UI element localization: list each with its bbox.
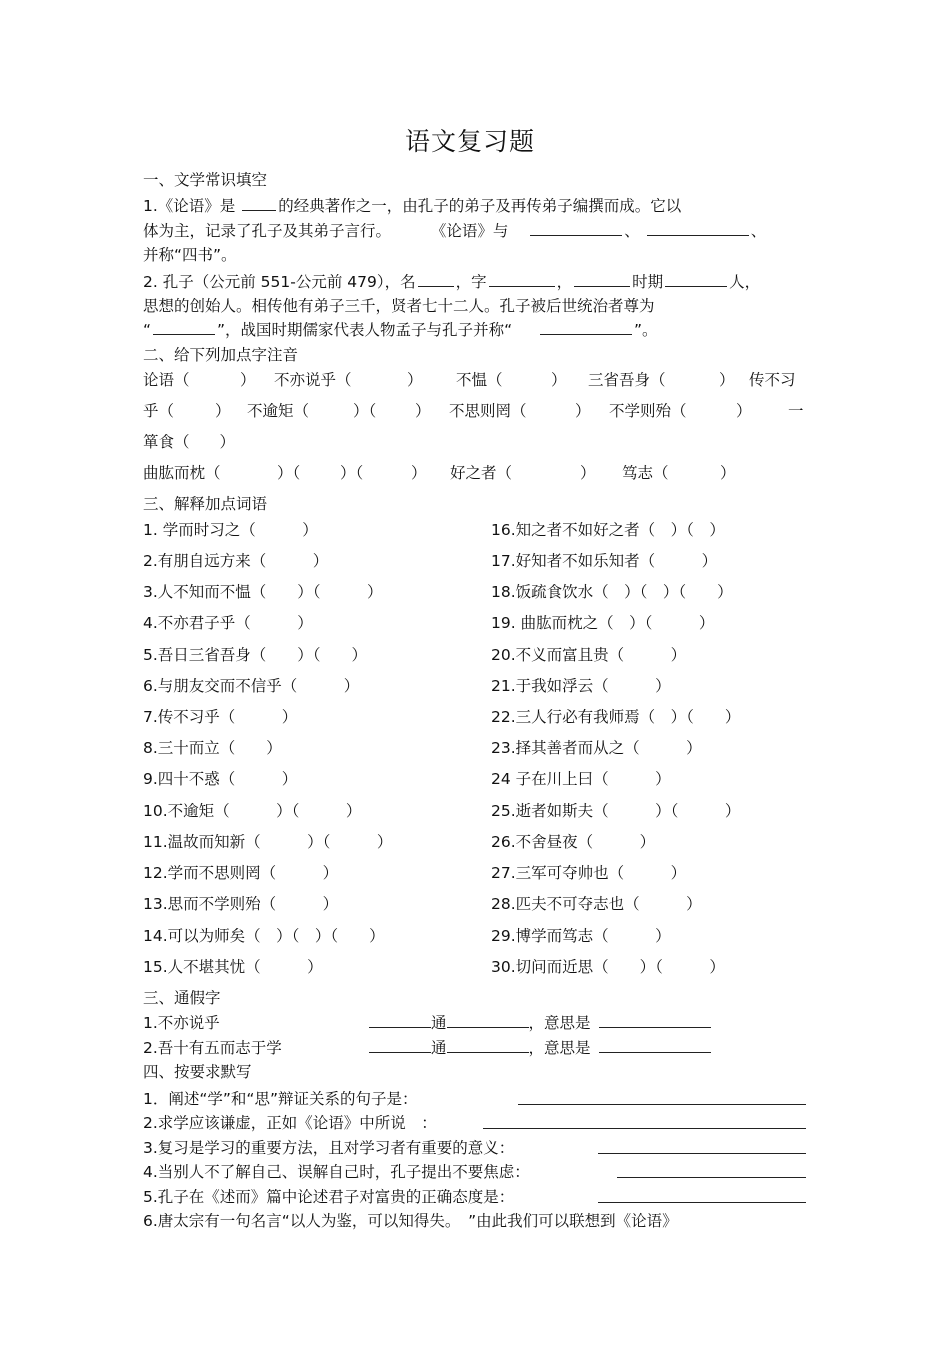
explain-item: 17.好知者不如乐知者（ ） <box>491 552 718 570</box>
blank[interactable] <box>530 221 622 236</box>
blank[interactable] <box>447 1038 529 1053</box>
q2-line1: 2. 孔子（公元前 551-公元前 479），名 ，字 ， 时期 人， <box>143 273 761 291</box>
recite-item: 4.当别人不了解自己、误解自己时，孔子提出不要焦虑： <box>143 1163 530 1181</box>
explain-item: 21.于我如浮云（ ） <box>491 677 671 695</box>
explain-item: 26.不舍昼夜（ ） <box>491 833 656 851</box>
blank[interactable] <box>369 1013 431 1028</box>
page-title: 语文复习题 <box>404 127 535 156</box>
section-4-heading: 三、通假字 <box>143 989 221 1007</box>
q2-line2: 思想的创始人。相传他有弟子三千，贤者七十二人。孔子被后世统治者尊为 <box>143 297 655 315</box>
explain-item: 6.与朋友交而不信乎（ ） <box>143 677 360 695</box>
recite-item: 5.孔子在《述而》篇中论述君子对富贵的正确态度是： <box>143 1188 515 1206</box>
explain-item: 10.不逾矩（ ）（ ） <box>143 802 362 820</box>
explain-item: 30.切问而近思（ ）（ ） <box>491 958 725 976</box>
blank[interactable] <box>153 320 215 335</box>
recite-item: 3.复习是学习的重要方法，且对学习者有重要的意义： <box>143 1139 515 1157</box>
explain-item: 14.可以为师矣（ ）（ ）（ ） <box>143 927 385 945</box>
q1-line3: 并称“四书”。 <box>143 246 237 264</box>
blank[interactable] <box>599 1038 711 1053</box>
q1-line1: 1.《论语》是 的经典著作之一，由孔子的弟子及再传弟子编撰而成。它以 <box>143 197 682 215</box>
explain-item: 8.三十而立（ ） <box>143 739 282 757</box>
explain-item: 5.吾日三省吾身（ ）（ ） <box>143 646 368 664</box>
blank[interactable] <box>665 272 727 287</box>
explain-item: 15.人不堪其忧（ ） <box>143 958 323 976</box>
blank[interactable] <box>418 272 454 287</box>
blank[interactable] <box>369 1038 431 1053</box>
blank[interactable] <box>489 272 555 287</box>
recite-item: 2.求学应该谦虚，正如《论语》中所说 ： <box>143 1114 437 1132</box>
explain-item: 13.思而不学则殆（ ） <box>143 895 339 913</box>
explain-item: 25.逝者如斯夫（ ）（ ） <box>491 802 741 820</box>
explain-item: 20.不义而富且贵（ ） <box>491 646 687 664</box>
recite-item: 1．阐述“学”和“思”辩证关系的句子是： <box>143 1090 418 1108</box>
explain-item: 24 子在川上曰（ ） <box>491 770 671 788</box>
explain-item: 19. 曲肱而枕之（ ）（ ） <box>491 614 715 632</box>
explain-item: 18.饭疏食饮水（ ）（ ）（ ） <box>491 583 733 601</box>
section-5-heading: 四、按要求默写 <box>143 1063 252 1081</box>
explain-item: 3.人不知而不愠（ ）（ ） <box>143 583 383 601</box>
q1-line2: 体为主，记录了孔子及其弟子言行。 《论语》与 、 、 <box>143 222 767 240</box>
answer-line[interactable] <box>598 1153 806 1154</box>
blank[interactable] <box>447 1013 529 1028</box>
explain-item: 9.四十不惑（ ） <box>143 770 298 788</box>
section-3-heading: 三、解释加点词语 <box>143 495 268 513</box>
section-1-heading: 一、文学常识填空 <box>143 171 268 189</box>
explain-item: 23.择其善者而从之（ ） <box>491 739 702 757</box>
explain-item: 4.不亦君子乎（ ） <box>143 614 313 632</box>
explain-item: 27.三军可夺帅也（ ） <box>491 864 687 882</box>
explain-item: 11.温故而知新（ ）（ ） <box>143 833 393 851</box>
answer-line[interactable] <box>598 1202 806 1203</box>
answer-line[interactable] <box>617 1177 806 1178</box>
explain-item: 7.传不习乎（ ） <box>143 708 298 726</box>
explain-item: 12.学而不思则罔（ ） <box>143 864 339 882</box>
blank[interactable] <box>540 320 632 335</box>
recite-item: 6.唐太宗有一句名言“以人为鉴，可以知得失。 ”由此我们可以联想到《论语》 <box>143 1212 678 1230</box>
explain-item: 28.匹夫不可夺志也（ ） <box>491 895 702 913</box>
blank[interactable] <box>599 1013 711 1028</box>
explain-item: 2.有朋自远方来（ ） <box>143 552 329 570</box>
explain-item: 29.博学而笃志（ ） <box>491 927 671 945</box>
tongjia-item-1: 1.不亦说乎 通 ，意思是 <box>143 1013 711 1033</box>
tongjia-item-2: 2.吾十有五而志于学 通 ，意思是 <box>143 1038 711 1058</box>
worksheet-page: 语文复习题 一、文学常识填空 1.《论语》是 的经典著作之一，由孔子的弟子及再传弟子编撰而成。它以 体为主，记录了孔子及其弟子言行。 《论语》与 、 、 并称“四书”。 2. 孔子（公元前 551-公元前 479），名 ，字 ， 时期 人， 思想的创始人。相传他有弟子三千，贤者七十二人。孔子被后世统治者尊为 “ ”，战国时期儒家代表人物孟子与孔子并称“ ”。 二、给下列加点字注音 论语（ ） 不亦说乎（ ） 不愠（ ） 三省吾身（ ） 传不习 乎（ ） 不逾矩（ ）（ ） 不思则罔（ ） 不学则殆（ ） 一 箪食（ ） 曲肱而枕（ ）（ ）（ ） 好之者（ ） 笃志（ ） 三、解释加点词语 1. 学而时习之（ ） 2.有朋自远方来（ ） 3.人不知而不愠（ ）（ ） 4.不亦君子乎（ ） 5.吾日三省吾身（ ）（ ） 6.与朋友交而不信乎（ ） 7.传不习乎（ ） 8.三十而立（ ） 9.四十不惑（ ） 10.不逾矩（ ）（ ） 11.温故而知新（ ）（ ） 12.学而不思则罔（ ） 13.思而不学则殆（ ） 14.可以为师矣（ ）（ ）（ ） 15.人不堪其忧（ ） 16.知之者不如好之者（ ）（ ） 17.好知者不如乐知者（ ） 18.饭疏食饮水（ ）（ ）（ ） 19. 曲肱而枕之（ ）（ ） 20.不义而富且贵（ ） 21.于我如浮云（ ） 22.三人行必有我师焉（ ）（ ） 23.择其善者而从之（ ） 24 子在川上曰（ ） 25.逝者如斯夫（ ）（ ） 26.不舍昼夜（ ） 27.三军可夺帅也（ ） 28.匹夫不可夺志也（ ） 29.博学而笃志（ ） 30.切问而近思（ ）（ ） 三、通假字 1.不亦说乎 通 ，意思是 2.吾十有五而志于学 通 ，意思是 四、按要求默写 1．阐述“学”和“思”辩证关系的句子是： 2.求学应该谦虚，正如《论语》中所说 ： 3.复习是学习的重要方法，且对学习者有重要的意义： 4.当别人不了解自己、误解自己时，孔子提出不要焦虑： 5.孔子在《述而》篇中论述君子对富贵的正确态度是： 6.唐太宗有一句名言“以人为鉴，可以知得失。 ”由此我们可以联想到《论语》 <box>0 0 950 1345</box>
explain-item: 16.知之者不如好之者（ ）（ ） <box>491 521 725 539</box>
explain-item: 22.三人行必有我师焉（ ）（ ） <box>491 708 741 726</box>
blank[interactable] <box>242 196 276 211</box>
blank[interactable] <box>574 272 630 287</box>
blank[interactable] <box>647 221 749 236</box>
section-2-heading: 二、给下列加点字注音 <box>143 346 299 364</box>
answer-line[interactable] <box>518 1104 806 1105</box>
explain-item: 1. 学而时习之（ ） <box>143 521 318 539</box>
q2-line3: “ ”，战国时期儒家代表人物孟子与孔子并称“ ”。 <box>143 321 658 339</box>
pinyin-row-3: 箪食（ ） <box>143 433 236 451</box>
answer-line[interactable] <box>483 1128 806 1129</box>
